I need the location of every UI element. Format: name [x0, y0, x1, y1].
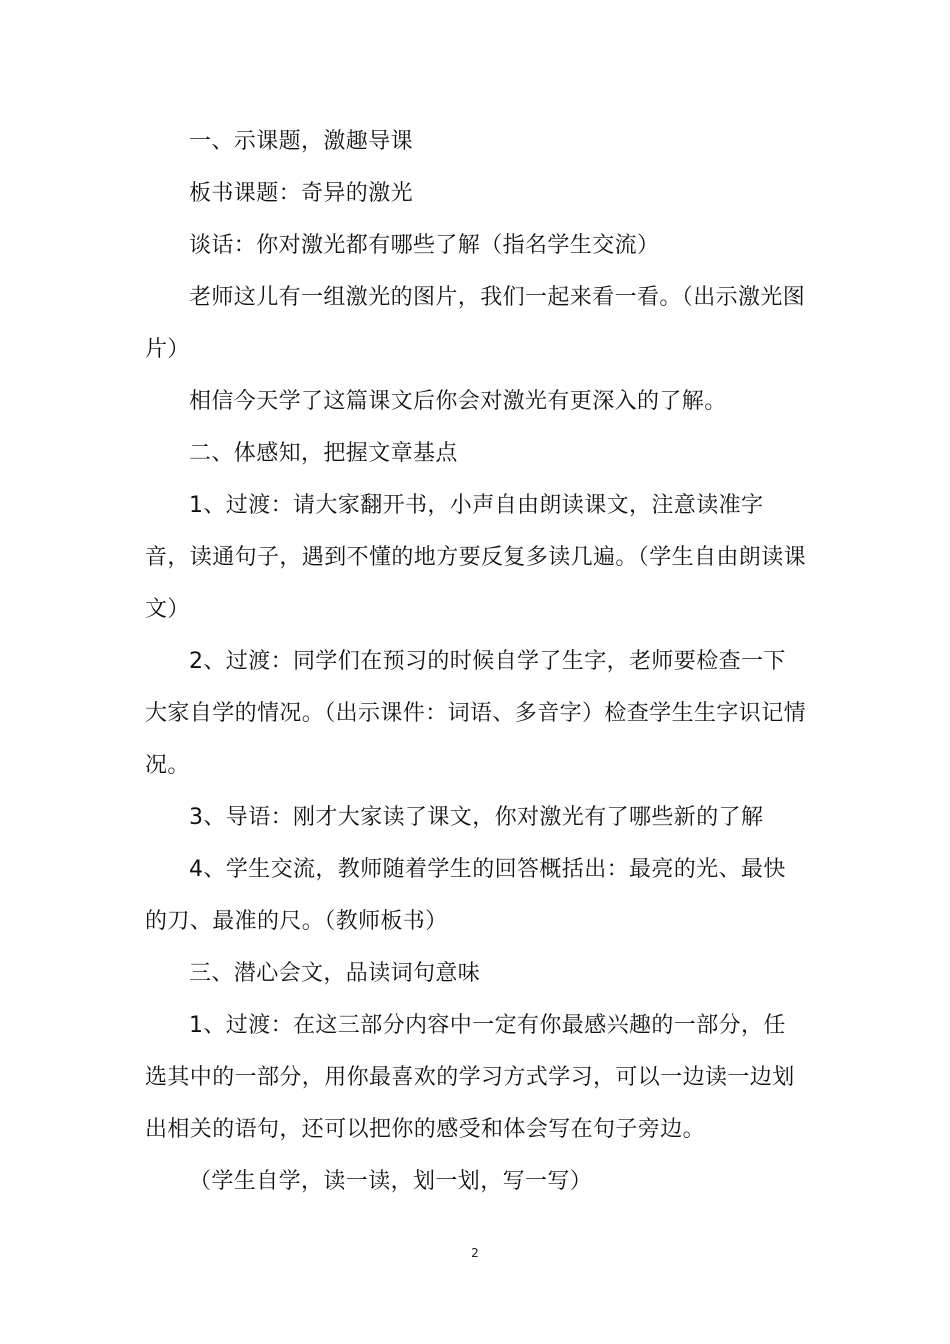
- paragraph-board-title: 板书课题：奇异的激光: [189, 181, 414, 206]
- document-body: [145, 116, 807, 1208]
- paragraph-step-3-guidance: 3、导语：刚才大家读了课文，你对激光有了哪些新的了解: [189, 805, 764, 830]
- paragraph-step-2-characters: 2、过渡：同学们在预习的时候自学了生字，老师要检查一下大家自学的情况。（出示课件：词语、多音字）检查学生生字识记情况。: [145, 649, 807, 778]
- paragraph-section-3-step-1: 1、过渡：在这三部分内容中一定有你最感兴趣的一部分，任选其中的一部分，用你最喜欢的学习方式学习，可以一边读一边划出相关的语句，还可以把你的感受和体会写在句子旁边。: [145, 1013, 795, 1142]
- paragraph-show-pictures: 老师这儿有一组激光的图片，我们一起来看一看。（出示激光图片）: [145, 285, 806, 362]
- paragraph-conversation: 谈话：你对激光都有哪些了解（指名学生交流）: [189, 233, 660, 258]
- paragraph-step-4-exchange: 4、学生交流，教师随着学生的回答概括出：最亮的光、最快的刀、最准的尺。（教师板书）: [145, 857, 786, 934]
- paragraph-section-3-heading: 三、潜心会文，品读词句意味: [189, 961, 481, 986]
- paragraph-section-2-heading: 二、体感知，把握文章基点: [189, 441, 458, 466]
- paragraph-self-study-note: （学生自学，读一读，划一划，写一写）: [189, 1169, 593, 1194]
- paragraph-step-1-reading: 1、过渡：请大家翻开书，小声自由朗读课文，注意读准字音，读通句子，遇到不懂的地方要反复多读几遍。（学生自由朗读课文）: [145, 493, 807, 622]
- paragraph-section-1-heading: 一、示课题，激趣导课: [189, 129, 414, 154]
- paragraph-deeper-understanding: 相信今天学了这篇课文后你会对激光有更深入的了解。: [189, 389, 727, 414]
- page-number: 2: [471, 1246, 479, 1260]
